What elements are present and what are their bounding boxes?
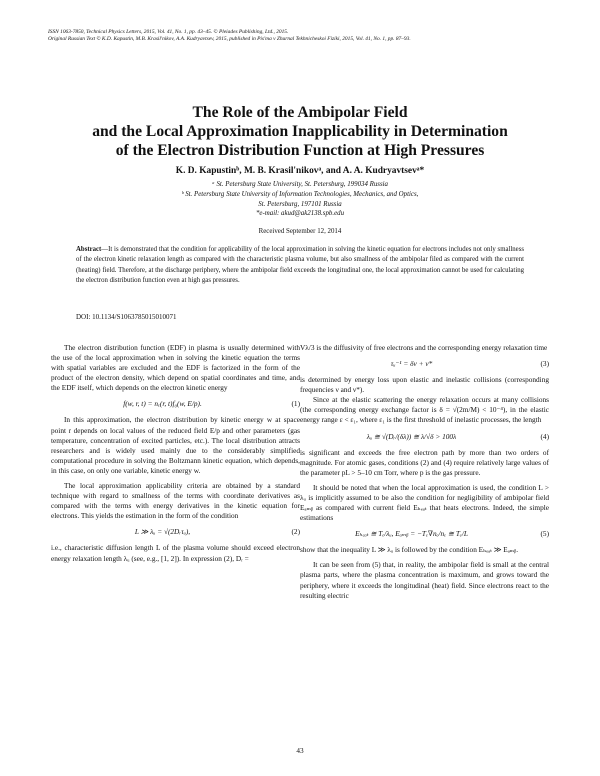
- title-line-2: and the Local Approximation Inapplicability in Determination: [92, 123, 508, 140]
- paper-title: [20, 103, 580, 160]
- equation-3-expression: τᵤ⁻¹ = δν + ν*: [390, 359, 433, 369]
- abstract-text: —It is demonstrated that the condition for applicability of the local approximation in solving the kinetic equation for electrons includes not only smallness of the electron kinetic relaxation length as compared with the characteristic plasma volume, but also smallness of the ambipolar filed as compared with the current (heating) field. Therefore, at the discharge periphery, where the ambipolar field exceeds the longitudinal one, the local approximation cannot be used for calculating the electron distribution function even at high gas pressures.: [76, 246, 524, 284]
- equation-4-number: (4): [540, 431, 549, 441]
- left-paragraph-2: In this approximation, the electron distribution by kinetic energy w at space point r depends on local values of the reduced field E/p and other parameters (gas temperature, concentration of excited particles, etc.). The local distribution attracts researchers and is widely used mainly due to the considerably simplified computational procedure in solving the Boltzmann kinetic equation, which depends, in this case, on only one variable, kinetic energy w.: [51, 415, 300, 475]
- affiliation-b-line-1: ᵇ St. Petersburg State University of Information Technologies, Mechanics, and Optics,: [181, 190, 419, 198]
- received-date: Received September 12, 2014: [258, 228, 342, 235]
- right-paragraph-4: is significant and exceeds the free electron path by more than two orders of magnitude. For atomic gases, conditions (2) and (4) require relatively large values of the parameter pL > 5–10 cm Torr, where p is the gas pressure.: [300, 447, 549, 477]
- equation-4: [300, 426, 549, 448]
- equation-5: [300, 523, 549, 545]
- affiliation-a: ᵃ St. Petersburg State University, St. Petersburg, 199034 Russia: [211, 181, 389, 188]
- left-paragraph-1: The electron distribution function (EDF) in plasma is usually determined with the use of the local approximation when in solving the kinetic equation the terms with spatial variables are excluded and the EDF is factorized in the form of the product of the electron density, which depend on spatial coordinates and time, and the EDF itself, which depends on the electron kinetic energy: [51, 343, 300, 393]
- equation-2-expression: L ≫ λᵤ = √(2Dᵣτᵤ),: [134, 527, 191, 537]
- title-line-3: of the Electron Distribution Function at High Pressures: [115, 142, 485, 159]
- page-number: 43: [296, 746, 304, 755]
- equation-3-number: (3): [540, 359, 549, 369]
- left-column: [51, 343, 300, 564]
- right-paragraph-3: Since at the elastic scattering the energy relaxation occurs at many collisions (the corresponding energy exchange factor is δ = √(2m/M) < 10⁻⁴), in the elastic energy range ε < ε₁, where ε₁ is the first threshold of inelastic processes, the length: [300, 395, 549, 425]
- equation-1-expression: f(w, r, t) = nₑ(r, t)f₀(w, E/p).: [123, 399, 202, 409]
- right-paragraph-5: It should be noted that when the local approximation is used, the condition L > λᵤ is implicitly assumed to be also the condition for negligibility of ambipolar field Eₐₘᵦ as compared with current field Eₕₑₐₜ that heats electrons. Indeed, the simple estimations: [300, 482, 549, 523]
- equation-4-expression: λᵤ ≅ √(Dᵣ/(δλ)) ≅ λ/√δ > 100λ: [366, 431, 457, 441]
- affiliation-b-line-2: St. Petersburg, 197101 Russia: [258, 200, 342, 208]
- corresponding-email: *e-mail: akud@ak2138.spb.edu: [255, 210, 345, 218]
- right-paragraph-6: show that the inequality L ≫ λᵤ is followed by the condition Eₕₑₐₜ ≫ Eₐₘᵦ.: [300, 545, 519, 555]
- equation-5-expression: Eₕₑₐₜ ≅ Tₑ/λᵤ, Eₐₘᵦ = −Tₑ∇nₑ/nₑ ≅ Tₑ/L: [355, 529, 468, 539]
- right-paragraph-2: is determined by energy loss upon elastic and inelastic collisions (corresponding frequencies ν and ν*).: [300, 375, 549, 395]
- equation-2: [51, 521, 300, 543]
- right-paragraph-7: It can be seen from (5) that, in reality, the ambipolar field is small at the central plasma parts, where the plasma concentration is maximum, and grows toward the periphery, where it exceeds the longitudinal (heat) field. Since electrons react to the resulting electric: [300, 560, 549, 600]
- journal-header: [48, 29, 568, 43]
- equation-1-number: (1): [291, 399, 300, 409]
- right-paragraph-1: Vλ/3 is the diffusivity of free electrons and the corresponding energy relaxation time: [300, 343, 548, 352]
- abstract-label: Abstract: [76, 246, 102, 253]
- left-paragraph-3: The local approximation applicability criteria are obtained by a standard technique with regard to smallness of the terms with coordinate derivatives as compared with the terms with energy derivatives in the kinetic equation for electrons. This yields the estimation in the form of the condition: [51, 481, 300, 521]
- equation-1: [51, 393, 300, 415]
- equation-3: [300, 353, 549, 375]
- left-paragraph-4: i.e., characteristic diffusion length L of the plasma volume should exceed electron energy relaxation length λᵤ (see, e.g., [1, 2]). In expression (2), Dᵣ =: [51, 543, 300, 563]
- abstract: [76, 245, 524, 286]
- title-line-1: The Role of the Ambipolar Field: [192, 104, 408, 121]
- author-list: K. D. Kapustinᵇ, M. B. Krasil'nikovᵃ, and A. A. Kudryavtsevᵃ*: [175, 166, 425, 176]
- equation-5-number: (5): [540, 529, 549, 539]
- doi: DOI: 10.1134/S1063785015010071: [76, 313, 177, 321]
- right-column: [300, 343, 549, 601]
- equation-2-number: (2): [291, 527, 300, 537]
- affiliations: [20, 180, 580, 219]
- header-line-1: ISSN 1063-7850, Technical Physics Letters, 2015, Vol. 41, No. 1, pp. 43–45. © Pleiades Publishing, Ltd., 2015.: [48, 29, 289, 35]
- header-line-2: Original Russian Text © K.D. Kapustin, M.B. Krasil'nikov, A.A. Kudryavtsev, 2015, published in Pis'ma v Zhurnal Tekhnicheskoi Fiziki, 2015, Vol. 41, No. 1, pp. 87–93.: [48, 36, 411, 43]
